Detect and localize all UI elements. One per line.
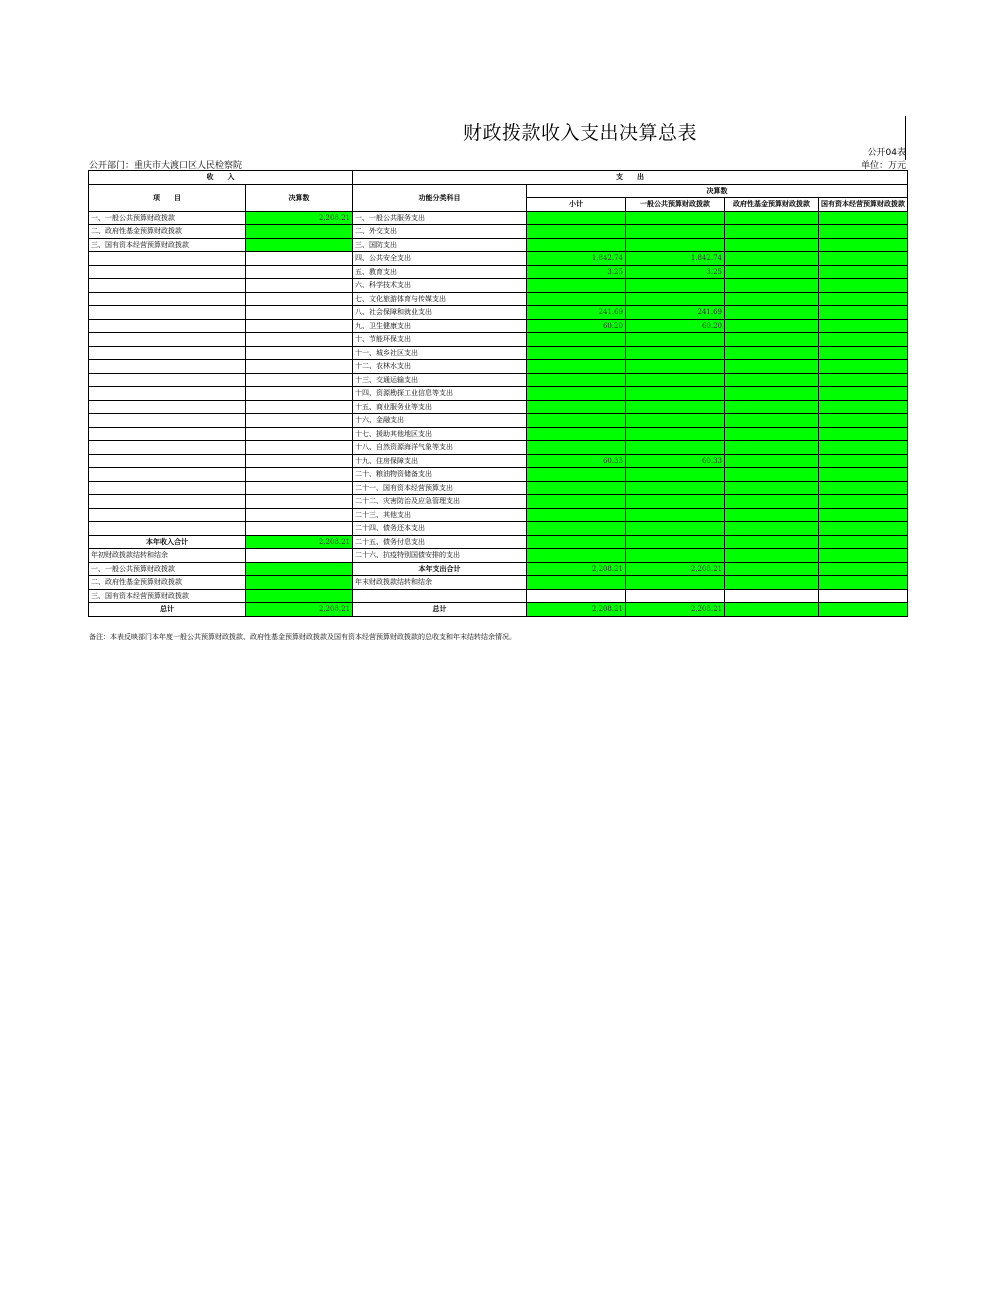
state-capital-cell <box>819 265 908 279</box>
income-amount-cell <box>246 414 353 428</box>
income-amount-cell <box>246 225 353 239</box>
state-capital-cell <box>819 319 908 333</box>
table-row <box>89 252 908 266</box>
table-row <box>89 373 908 387</box>
income-amount-cell: 2,208.21 <box>246 603 353 617</box>
subtotal-cell <box>527 387 626 401</box>
income-item-cell: 年初财政拨款结转和结余 <box>89 549 246 563</box>
income-item-cell <box>89 414 246 428</box>
gov-fund-cell <box>725 333 819 347</box>
subtotal-cell <box>527 238 626 252</box>
gov-fund-cell <box>725 211 819 225</box>
income-header: 收 入 <box>89 171 353 185</box>
subtotal-cell: 2,208.21 <box>527 603 626 617</box>
subtotal-cell <box>527 549 626 563</box>
subtotal-cell <box>527 535 626 549</box>
income-amount-cell <box>246 589 353 603</box>
gov-fund-cell <box>725 360 819 374</box>
income-item-cell <box>89 279 246 293</box>
general-budget-cell <box>626 400 725 414</box>
income-amount-cell <box>246 454 353 468</box>
income-item-cell: 一、一般公共预算财政拨款 <box>89 562 246 576</box>
state-capital-cell <box>819 414 908 428</box>
state-capital-cell <box>819 387 908 401</box>
state-capital-cell <box>819 522 908 536</box>
state-capital-cell <box>819 238 908 252</box>
general-budget-cell <box>626 279 725 293</box>
state-capital-cell <box>819 495 908 509</box>
gov-fund-cell <box>725 508 819 522</box>
expense-item-cell: 六、科学技术支出 <box>353 279 527 293</box>
expense-item-cell: 二、外交支出 <box>353 225 527 239</box>
general-budget-cell <box>626 468 725 482</box>
table-row <box>89 603 908 617</box>
state-capital-cell <box>819 279 908 293</box>
income-amount-cell <box>246 522 353 536</box>
state-capital-cell <box>819 549 908 563</box>
state-capital-cell <box>819 211 908 225</box>
income-item-cell: 二、政府性基金预算财政拨款 <box>89 225 246 239</box>
income-item-cell <box>89 427 246 441</box>
expense-item-cell: 十九、住房保障支出 <box>353 454 527 468</box>
general-budget-cell: 3.25 <box>626 265 725 279</box>
gov-fund-cell <box>725 535 819 549</box>
general-budget-header: 一般公共预算财政拨款 <box>626 198 725 212</box>
expense-item-cell: 十、节能环保支出 <box>353 333 527 347</box>
gov-fund-cell <box>725 238 819 252</box>
table-row <box>89 441 908 455</box>
income-amount-cell <box>246 508 353 522</box>
item-header: 项 目 <box>89 184 246 211</box>
expense-item-cell: 十三、交通运输支出 <box>353 373 527 387</box>
income-amount-cell <box>246 265 353 279</box>
income-amount-cell <box>246 576 353 590</box>
general-budget-cell: 2,208.21 <box>626 603 725 617</box>
income-item-cell: 三、国有资本经营预算财政拨款 <box>89 238 246 252</box>
subtotal-cell <box>527 346 626 360</box>
state-capital-cell <box>819 292 908 306</box>
general-budget-cell <box>626 414 725 428</box>
general-budget-cell <box>626 535 725 549</box>
general-budget-cell: 60.33 <box>626 454 725 468</box>
state-capital-cell <box>819 603 908 617</box>
gov-fund-cell <box>725 225 819 239</box>
subtotal-cell: 1,842.74 <box>527 252 626 266</box>
table-row <box>89 481 908 495</box>
table-row <box>89 292 908 306</box>
general-budget-cell: 60.20 <box>626 319 725 333</box>
subtotal-cell: 60.20 <box>527 319 626 333</box>
state-capital-cell <box>819 252 908 266</box>
table-row <box>89 360 908 374</box>
income-amount-cell <box>246 252 353 266</box>
subtotal-cell <box>527 441 626 455</box>
subtotal-cell: 3.25 <box>527 265 626 279</box>
expense-item-cell <box>353 589 527 603</box>
expense-item-cell: 二十、粮油物资储备支出 <box>353 468 527 482</box>
state-capital-header: 国有资本经营预算财政拨款 <box>819 198 908 212</box>
expense-item-cell: 三、国防支出 <box>353 238 527 252</box>
income-amount-cell <box>246 549 353 563</box>
expense-item-cell: 本年支出合计 <box>353 562 527 576</box>
table-row <box>89 549 908 563</box>
gov-fund-cell <box>725 319 819 333</box>
state-capital-cell <box>819 441 908 455</box>
state-capital-cell <box>819 346 908 360</box>
table-row <box>89 387 908 401</box>
subtotal-cell <box>527 576 626 590</box>
general-budget-cell <box>626 495 725 509</box>
gov-fund-cell <box>725 562 819 576</box>
income-amount-cell <box>246 495 353 509</box>
table-row <box>89 454 908 468</box>
header-row-2 <box>89 184 908 198</box>
income-item-cell: 一、一般公共预算财政拨款 <box>89 211 246 225</box>
expense-item-cell: 九、卫生健康支出 <box>353 319 527 333</box>
table-row <box>89 414 908 428</box>
income-item-cell <box>89 373 246 387</box>
table-row <box>89 535 908 549</box>
report-title: 财政拨款收入支出决算总表 <box>462 122 697 144</box>
income-amount-cell <box>246 346 353 360</box>
state-capital-cell <box>819 589 908 603</box>
expense-item-cell: 十七、援助其他地区支出 <box>353 427 527 441</box>
expense-item-cell: 七、文化旅游体育与传媒支出 <box>353 292 527 306</box>
general-budget-cell <box>626 427 725 441</box>
subtotal-cell <box>527 589 626 603</box>
subtotal-cell <box>527 333 626 347</box>
income-item-cell <box>89 360 246 374</box>
subtotal-cell: 60.33 <box>527 454 626 468</box>
table-row <box>89 468 908 482</box>
expense-item-cell: 总计 <box>353 603 527 617</box>
general-budget-cell <box>626 346 725 360</box>
income-item-cell <box>89 495 246 509</box>
general-budget-cell <box>626 292 725 306</box>
gov-fund-header: 政府性基金预算财政拨款 <box>725 198 819 212</box>
income-amount-cell: 2,208.21 <box>246 211 353 225</box>
general-budget-cell: 241.69 <box>626 306 725 320</box>
income-amount-cell <box>246 279 353 293</box>
general-budget-cell <box>626 225 725 239</box>
income-amount-cell <box>246 373 353 387</box>
gov-fund-cell <box>725 522 819 536</box>
expense-item-cell: 十八、自然资源海洋气象等支出 <box>353 441 527 455</box>
general-budget-cell <box>626 589 725 603</box>
general-budget-cell <box>626 441 725 455</box>
state-capital-cell <box>819 306 908 320</box>
state-capital-cell <box>819 562 908 576</box>
state-capital-cell <box>819 576 908 590</box>
subtotal-cell <box>527 292 626 306</box>
income-item-cell <box>89 400 246 414</box>
gov-fund-cell <box>725 576 819 590</box>
subtotal-cell <box>527 373 626 387</box>
income-amount-cell <box>246 238 353 252</box>
expense-item-cell: 二十一、国有资本经营预算支出 <box>353 481 527 495</box>
general-budget-cell <box>626 508 725 522</box>
income-amount-cell <box>246 427 353 441</box>
expense-item-cell: 十五、商业服务业等支出 <box>353 400 527 414</box>
expense-item-cell: 二十五、债务付息支出 <box>353 535 527 549</box>
expense-item-cell: 年末财政拨款结转和结余 <box>353 576 527 590</box>
table-row <box>89 238 908 252</box>
subtotal-cell: 2,208.21 <box>527 562 626 576</box>
income-item-cell <box>89 319 246 333</box>
subtotal-cell: 241.69 <box>527 306 626 320</box>
gov-fund-cell <box>725 373 819 387</box>
expense-item-cell: 二十六、抗疫特别国债安排的支出 <box>353 549 527 563</box>
subtotal-cell <box>527 427 626 441</box>
expense-item-cell: 二十二、灾害防治及应急管理支出 <box>353 495 527 509</box>
general-budget-cell: 1,842.74 <box>626 252 725 266</box>
gov-fund-cell <box>725 468 819 482</box>
expense-item-cell: 二十三、其他支出 <box>353 508 527 522</box>
general-budget-cell <box>626 360 725 374</box>
expense-item-cell: 八、社会保障和就业支出 <box>353 306 527 320</box>
state-capital-cell <box>819 535 908 549</box>
table-row <box>89 589 908 603</box>
general-budget-cell <box>626 387 725 401</box>
gov-fund-cell <box>725 292 819 306</box>
income-item-cell <box>89 265 246 279</box>
state-capital-cell <box>819 400 908 414</box>
income-item-cell <box>89 522 246 536</box>
subtotal-cell <box>527 481 626 495</box>
state-capital-cell <box>819 454 908 468</box>
amount-header: 决算数 <box>246 184 353 211</box>
gov-fund-cell <box>725 589 819 603</box>
table-row <box>89 576 908 590</box>
header-row-1 <box>89 171 908 185</box>
income-item-cell: 三、国有资本经营预算财政拨款 <box>89 589 246 603</box>
income-item-cell <box>89 333 246 347</box>
subtotal-header: 小计 <box>527 198 626 212</box>
income-amount-cell <box>246 319 353 333</box>
subtotal-cell <box>527 279 626 293</box>
gov-fund-cell <box>725 549 819 563</box>
table-row <box>89 346 908 360</box>
form-number: 公开04表 <box>867 148 906 158</box>
final-amount-header: 决算数 <box>527 184 908 198</box>
expense-item-cell: 十一、城乡社区支出 <box>353 346 527 360</box>
income-amount-cell <box>246 292 353 306</box>
income-item-cell <box>89 481 246 495</box>
gov-fund-cell <box>725 346 819 360</box>
general-budget-cell <box>626 576 725 590</box>
subtotal-cell <box>527 414 626 428</box>
income-item-cell <box>89 441 246 455</box>
table-row <box>89 265 908 279</box>
table-row <box>89 508 908 522</box>
table-row <box>89 495 908 509</box>
income-item-cell: 本年收入合计 <box>89 535 246 549</box>
income-item-cell <box>89 346 246 360</box>
budget-summary-table <box>88 170 908 617</box>
footnote: 备注：本表反映部门本年度一般公共预算财政拨款、政府性基金预算财政拨款及国有资本经营预算财政拨款的总收支和年末结转结余情况。 <box>89 633 516 641</box>
expense-item-cell: 十二、农林水支出 <box>353 360 527 374</box>
expense-item-cell: 四、公共安全支出 <box>353 252 527 266</box>
expense-item-cell: 十六、金融支出 <box>353 414 527 428</box>
income-item-cell <box>89 508 246 522</box>
gov-fund-cell <box>725 306 819 320</box>
general-budget-cell <box>626 238 725 252</box>
income-amount-cell <box>246 468 353 482</box>
table-row <box>89 333 908 347</box>
expense-item-cell: 十四、资源勘探工业信息等支出 <box>353 387 527 401</box>
gov-fund-cell <box>725 441 819 455</box>
state-capital-cell <box>819 508 908 522</box>
table-row <box>89 319 908 333</box>
expense-item-cell: 一、一般公共服务支出 <box>353 211 527 225</box>
department-label: 公开部门：重庆市大渡口区人民检察院 <box>89 161 243 171</box>
income-item-cell: 二、政府性基金预算财政拨款 <box>89 576 246 590</box>
income-amount-cell <box>246 400 353 414</box>
state-capital-cell <box>819 427 908 441</box>
subtotal-cell <box>527 400 626 414</box>
general-budget-cell <box>626 549 725 563</box>
state-capital-cell <box>819 373 908 387</box>
income-item-cell: 总计 <box>89 603 246 617</box>
expense-item-cell: 五、教育支出 <box>353 265 527 279</box>
unit-label: 单位：万元 <box>860 161 906 171</box>
income-amount-cell <box>246 306 353 320</box>
income-amount-cell <box>246 360 353 374</box>
state-capital-cell <box>819 360 908 374</box>
expense-item-cell: 二十四、债务还本支出 <box>353 522 527 536</box>
income-item-cell <box>89 306 246 320</box>
gov-fund-cell <box>725 279 819 293</box>
gov-fund-cell <box>725 387 819 401</box>
gov-fund-cell <box>725 400 819 414</box>
income-item-cell <box>89 468 246 482</box>
income-item-cell <box>89 454 246 468</box>
state-capital-cell <box>819 225 908 239</box>
gov-fund-cell <box>725 495 819 509</box>
subtotal-cell <box>527 508 626 522</box>
expense-header: 支 出 <box>353 171 908 185</box>
state-capital-cell <box>819 481 908 495</box>
table-row <box>89 427 908 441</box>
table-row <box>89 211 908 225</box>
general-budget-cell: 2,208.21 <box>626 562 725 576</box>
subtotal-cell <box>527 495 626 509</box>
income-amount-cell <box>246 333 353 347</box>
general-budget-cell <box>626 522 725 536</box>
income-amount-cell <box>246 441 353 455</box>
subtotal-cell <box>527 468 626 482</box>
gov-fund-cell <box>725 454 819 468</box>
table-row <box>89 400 908 414</box>
gov-fund-cell <box>725 427 819 441</box>
income-amount-cell <box>246 481 353 495</box>
general-budget-cell <box>626 373 725 387</box>
subtotal-cell <box>527 211 626 225</box>
income-amount-cell <box>246 562 353 576</box>
gov-fund-cell <box>725 603 819 617</box>
gov-fund-cell <box>725 414 819 428</box>
subtotal-cell <box>527 360 626 374</box>
gov-fund-cell <box>725 265 819 279</box>
table-row <box>89 522 908 536</box>
income-item-cell <box>89 252 246 266</box>
gov-fund-cell <box>725 252 819 266</box>
subtotal-cell <box>527 522 626 536</box>
income-item-cell <box>89 292 246 306</box>
state-capital-cell <box>819 468 908 482</box>
income-amount-cell <box>246 387 353 401</box>
income-amount-cell: 2,208.21 <box>246 535 353 549</box>
income-item-cell <box>89 387 246 401</box>
table-row <box>89 562 908 576</box>
table-row <box>89 279 908 293</box>
table-row <box>89 225 908 239</box>
general-budget-cell <box>626 333 725 347</box>
gov-fund-cell <box>725 481 819 495</box>
table-row <box>89 306 908 320</box>
subtotal-cell <box>527 225 626 239</box>
general-budget-cell <box>626 481 725 495</box>
state-capital-cell <box>819 333 908 347</box>
general-budget-cell <box>626 211 725 225</box>
func-category-header: 功能分类科目 <box>353 184 527 211</box>
